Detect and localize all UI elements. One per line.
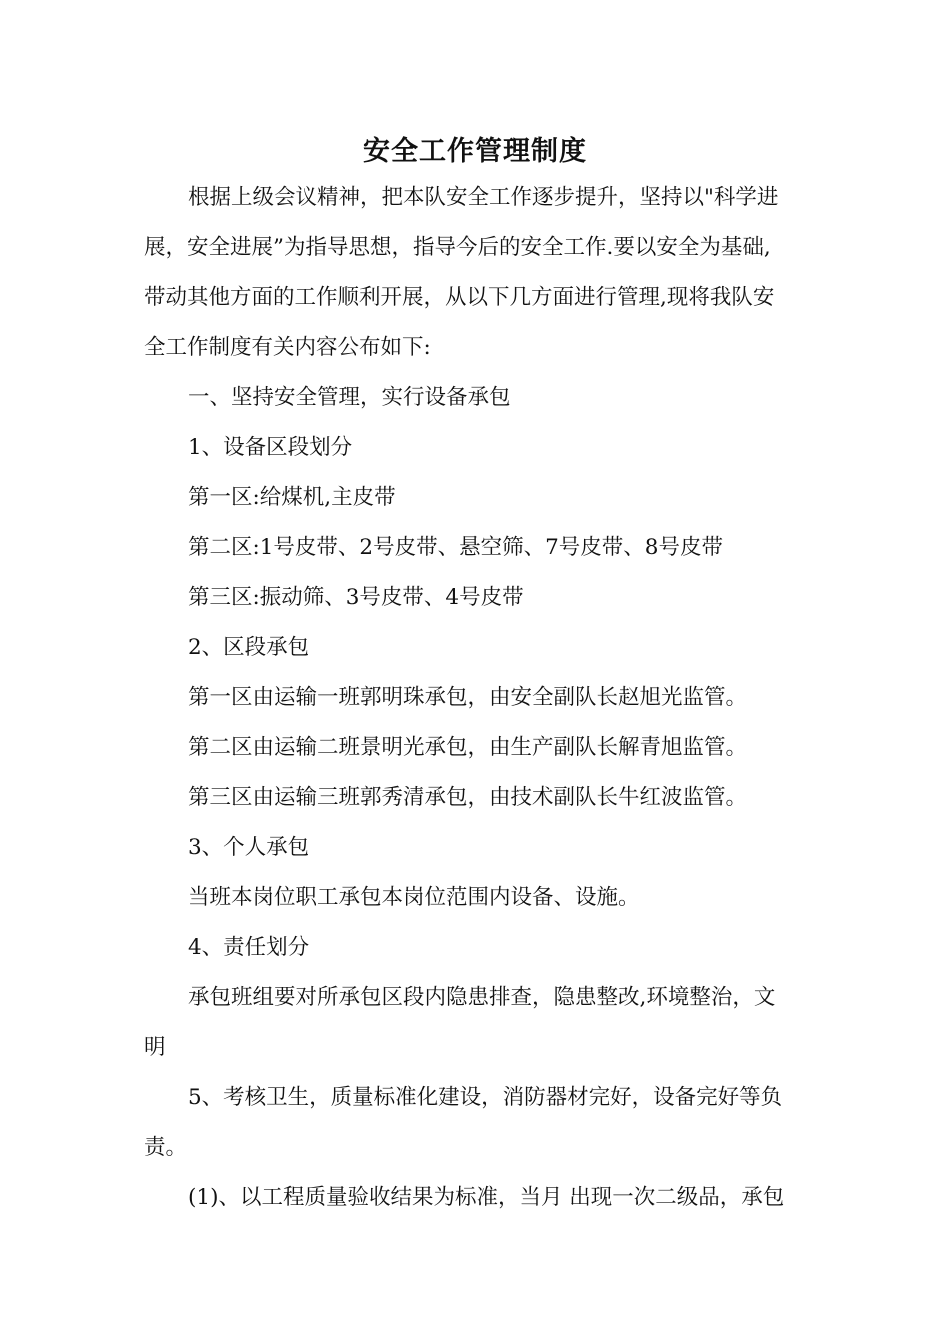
list-item: 第三区由运输三班郭秀清承包，由技术副队长牛红波监管。 — [188, 785, 748, 810]
paragraph-line: 带动其他方面的工作顺利开展，从以下几方面进行管理,现将我队安 — [144, 285, 775, 310]
paragraph-line: 展，安全进展”为指导思想，指导今后的安全工作.要以安全为基础, — [144, 235, 771, 260]
list-item: 第二区由运输二班景明光承包，由生产副队长解青旭监管。 — [188, 735, 748, 760]
subsection-heading: 3、个人承包 — [188, 835, 310, 860]
document-title: 安全工作管理制度 — [363, 136, 587, 167]
paragraph-line: 明 — [144, 1035, 166, 1060]
subsection-heading: 5、考核卫生，质量标准化建设，消防器材完好，设备完好等负 — [188, 1085, 783, 1110]
section-heading: 一、坚持安全管理，实行设备承包 — [188, 385, 511, 410]
subsection-heading: 1、设备区段划分 — [188, 435, 353, 460]
subsection-heading: 2、区段承包 — [188, 635, 310, 660]
paragraph-line: 根据上级会议精神，把本队安全工作逐步提升，坚持以"科学进 — [188, 185, 779, 210]
list-item: 当班本岗位职工承包本岗位范围内设备、设施。 — [188, 885, 640, 910]
list-item: 第一区:给煤机,主皮带 — [188, 485, 396, 510]
paragraph-line: 全工作制度有关内容公布如下: — [144, 335, 431, 360]
paragraph-line: (1)、以工程质量验收结果为标准，当月 出现一次二级品，承包 — [188, 1185, 785, 1210]
list-item: 第二区:1号皮带、2号皮带、悬空筛、7号皮带、8号皮带 — [188, 535, 723, 560]
paragraph-line: 承包班组要对所承包区段内隐患排查，隐患整改,环境整治，文 — [188, 985, 776, 1010]
subsection-heading: 4、责任划分 — [188, 935, 310, 960]
list-item: 第三区:振动筛、3号皮带、4号皮带 — [188, 585, 524, 610]
paragraph-line: 责。 — [144, 1135, 188, 1160]
list-item: 第一区由运输一班郭明珠承包，由安全副队长赵旭光监管。 — [188, 685, 748, 710]
